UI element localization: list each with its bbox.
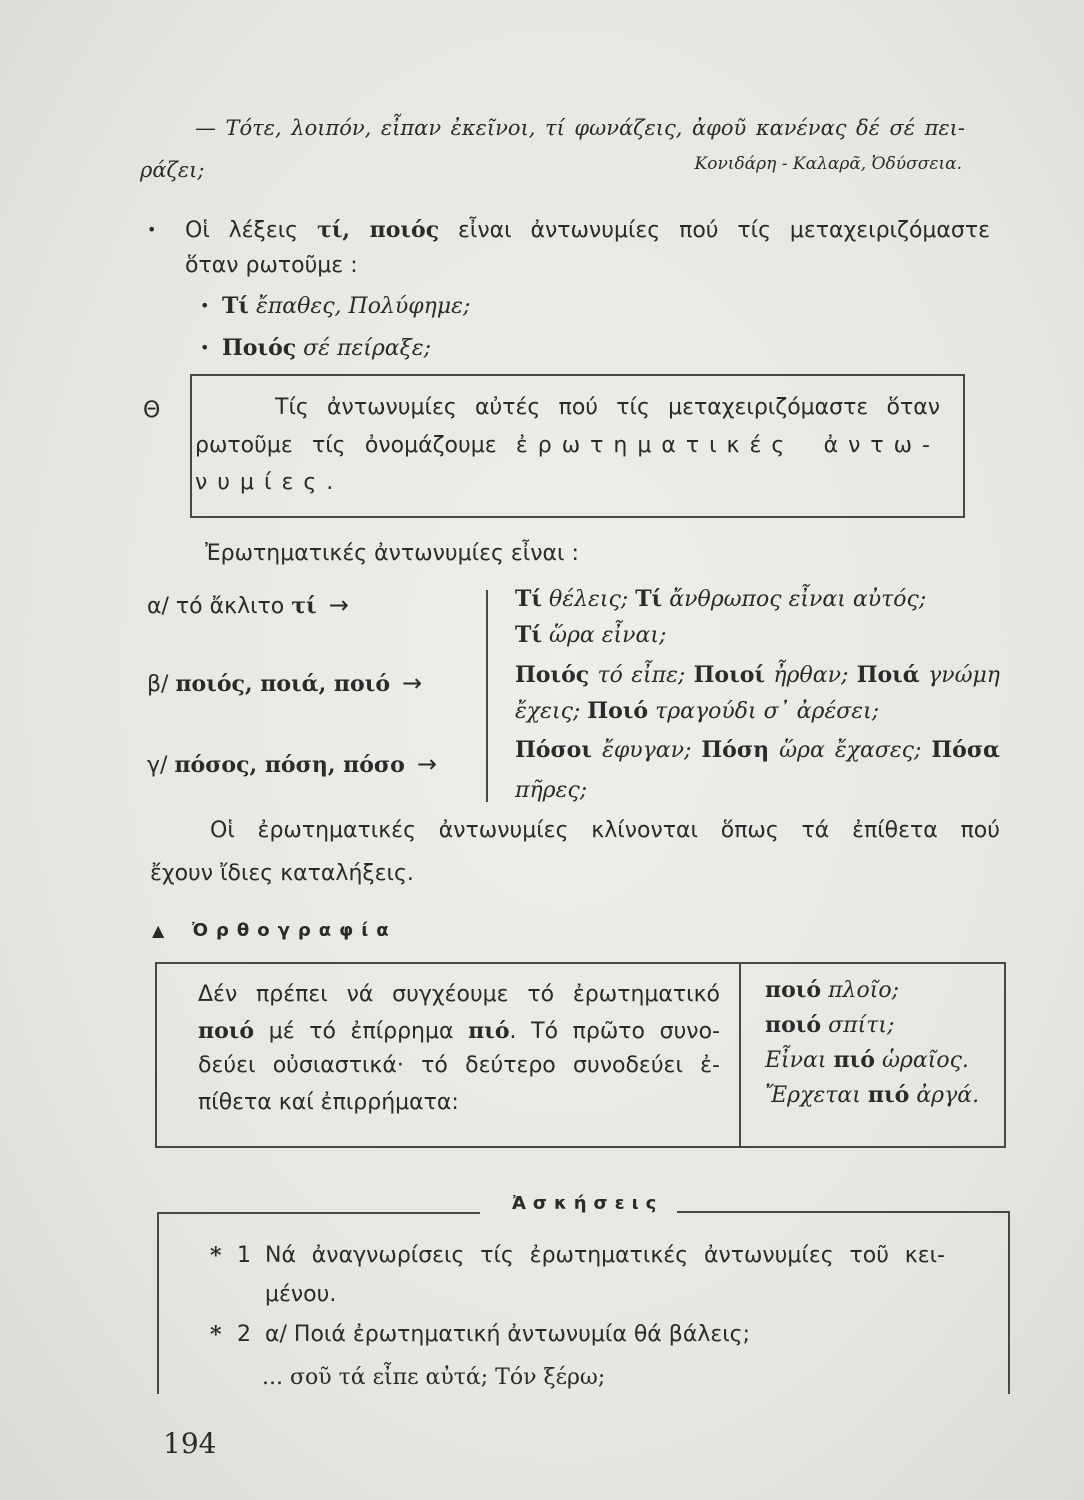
- intro-example-1: [222, 293, 470, 320]
- rule-text: Δέν πρέπει νά συγχέουμε τό ἐρωτηματικό: [198, 982, 720, 1007]
- intro-line-2: ὅταν ρωτοῦμε :: [185, 253, 358, 278]
- rule-text: πίθετα καί ἐπιρρήματα:: [198, 1090, 459, 1115]
- orthography-example-2: [765, 1012, 894, 1039]
- example-text: ὥρα εἶναι;: [542, 623, 667, 648]
- example-pronoun: Τί: [635, 586, 663, 612]
- rule-line-2: [195, 433, 940, 459]
- type-pronoun: τί: [291, 593, 317, 619]
- type-b-label: [147, 670, 422, 698]
- example-pronoun: Ποιός: [515, 662, 590, 688]
- orthography-rule-line-4: [198, 1090, 459, 1116]
- example-pronoun: Τί: [515, 622, 543, 648]
- example-pronoun: Τί: [222, 293, 250, 319]
- quote-line-1: — Τότε, λοιπόν, εἶπαν ἐκεῖνοι, τί φωνάζεις, ἀφοῦ κανένας δέ σέ πει-: [195, 116, 965, 140]
- example-keyword: ποιό: [765, 1012, 822, 1038]
- example-pronoun: Πόσοι: [515, 737, 592, 763]
- theory-marker-icon: Θ: [143, 398, 161, 423]
- arrow-icon: →: [328, 591, 349, 619]
- inflection-note-line-2: ἔχουν ἴδιες καταλήξεις.: [150, 861, 414, 886]
- list-intro: Ἐρωτηματικές ἀντωνυμίες εἶναι :: [205, 541, 579, 566]
- arrow-icon: →: [402, 669, 423, 697]
- page-number: 194: [163, 1427, 217, 1460]
- example-text: ἔφυγαν;: [592, 738, 702, 763]
- orthography-rule-line-2: [198, 1018, 720, 1045]
- types-divider: [486, 590, 488, 802]
- exercise-1-line-1: Νά ἀναγνωρίσεις τίς ἐρωτηματικές ἀντωνυμίες τοῦ κει-: [265, 1243, 945, 1268]
- type-pronoun: πόσος, πόση, πόσο: [174, 752, 405, 778]
- type-desc: τό ἄκλιτο: [175, 594, 292, 619]
- example-keyword: πιό: [833, 1047, 875, 1073]
- exercise-2-line-2: ... σοῦ τά εἶπε αὐτά; Τόν ξέρω;: [262, 1365, 606, 1390]
- example-text: ἔχεις;: [515, 699, 588, 724]
- example-keyword: ποιό: [765, 977, 822, 1003]
- type-pronoun: ποιός, ποιά, ποιό: [175, 671, 391, 697]
- rule-line-1: Τίς ἀντωνυμίες αὐτές πού τίς μεταχειριζόμαστε ὅταν: [275, 395, 940, 420]
- arrow-icon: →: [416, 750, 437, 778]
- example-text: ὥρα ἔχασες;: [769, 738, 932, 763]
- orthography-triangle-icon: ▲: [152, 921, 165, 940]
- inflection-note-line-1: Οἱ ἐρωτηματικές ἀντωνυμίες κλίνονται ὅπως τά ἐπίθετα πού: [210, 818, 1000, 843]
- intro-bullet: •: [147, 220, 157, 239]
- type-c-example-line-1: [515, 737, 1000, 764]
- intro-line-1: [185, 217, 990, 244]
- rule-keyword: ποιό: [198, 1018, 255, 1044]
- orthography-box: [155, 962, 1006, 1148]
- example-pronoun: Ποιός: [222, 335, 297, 361]
- rule-text: δεύει οὐσιαστικά· τό δεύτερο συνοδεύει ἐ-: [198, 1053, 720, 1078]
- exercise-star: *: [210, 1243, 222, 1269]
- example-bullet: •: [200, 296, 210, 315]
- type-c-example-line-2: [515, 778, 587, 804]
- type-c-label: [147, 751, 437, 779]
- example-pronoun: Τί: [515, 586, 543, 612]
- example-text: ἀργά.: [909, 1083, 980, 1108]
- example-text: σπίτι;: [821, 1013, 895, 1038]
- orthography-example-1: [765, 977, 899, 1004]
- type-letter: α/: [147, 594, 176, 619]
- rule-line-3: [195, 470, 333, 496]
- example-text: ἄνθρωπος εἶναι αὐτός;: [662, 587, 927, 612]
- example-pronoun: Ποιά: [856, 662, 920, 688]
- example-text: θέλεις;: [542, 587, 636, 612]
- example-pronoun: Πόσα: [931, 737, 1000, 763]
- intro-text: Οἱ λέξεις: [185, 218, 317, 243]
- intro-example-2: [222, 335, 431, 362]
- exercise-number: 1: [237, 1243, 251, 1268]
- exercise-number: 2: [237, 1322, 251, 1347]
- type-letter: γ/: [147, 753, 175, 778]
- quote-source: Κονιδάρη - Καλαρᾶ, Ὀδύσσεια.: [694, 154, 962, 174]
- orthography-example-4: [765, 1082, 979, 1109]
- example-text: Εἶναι: [765, 1048, 834, 1073]
- example-pronoun: Πόση: [701, 737, 770, 763]
- intro-text: εἶναι ἀντωνυμίες πού τίς μεταχειριζόμαστε: [439, 218, 990, 243]
- example-text: γνώμη: [919, 663, 1000, 688]
- exercises-title: Ἀσκήσεις: [512, 1193, 664, 1214]
- orthography-example-3: [765, 1047, 969, 1074]
- type-a-label: [147, 592, 349, 620]
- exercise-star: *: [210, 1322, 222, 1348]
- rule-keyword: πιό: [468, 1018, 510, 1044]
- exercise-2-line-1: α/ Ποιά ἐρωτηματική ἀντωνυμία θά βάλεις;: [265, 1322, 750, 1347]
- rule-text: . Τό πρῶτο συνο-: [509, 1019, 720, 1044]
- rule-period: .: [326, 470, 334, 495]
- example-text: ἔπαθες, Πολύφημε;: [249, 294, 471, 319]
- type-b-example-line-2: [515, 698, 879, 725]
- example-text: πῆρες;: [515, 778, 588, 803]
- exercise-1-line-2: μένου.: [265, 1282, 337, 1307]
- rule-text: ρωτοῦμε τίς ὀνομάζουμε: [195, 433, 516, 458]
- example-pronoun: Ποιοί: [693, 662, 766, 688]
- example-bullet: •: [200, 338, 210, 357]
- orthography-rule-line-1: [198, 982, 720, 1008]
- example-text: Ἔρχεται: [765, 1083, 868, 1108]
- rule-box: [190, 374, 965, 518]
- example-text: ἦρθαν;: [765, 663, 857, 688]
- example-text: τραγούδι σ᾽ ἀρέσει;: [648, 699, 880, 724]
- rule-term: ἐρωτηματικές ἀντω-: [515, 433, 940, 458]
- quote-line-2: ράζει;: [140, 158, 205, 182]
- type-letter: β/: [147, 672, 176, 697]
- example-text: πλοῖο;: [821, 978, 900, 1003]
- intro-keywords: τί, ποιός: [316, 217, 440, 243]
- example-pronoun: Ποιό: [587, 698, 649, 724]
- rule-text: μέ τό ἐπίρρημα: [254, 1019, 469, 1044]
- rule-term: νυμίες: [195, 470, 327, 495]
- type-b-example-line-1: [515, 662, 1000, 689]
- type-a-example-line-1: [515, 586, 926, 613]
- example-keyword: πιό: [867, 1082, 910, 1108]
- example-text: τό εἶπε;: [589, 663, 694, 688]
- orthography-title: Ὀρθογραφία: [192, 920, 397, 941]
- example-text: σέ πείραξε;: [296, 336, 431, 361]
- type-a-example-line-2: [515, 622, 666, 649]
- orthography-rule-line-3: [198, 1053, 720, 1079]
- example-text: ὡραῖος.: [874, 1048, 969, 1073]
- orthography-divider: [739, 964, 741, 1146]
